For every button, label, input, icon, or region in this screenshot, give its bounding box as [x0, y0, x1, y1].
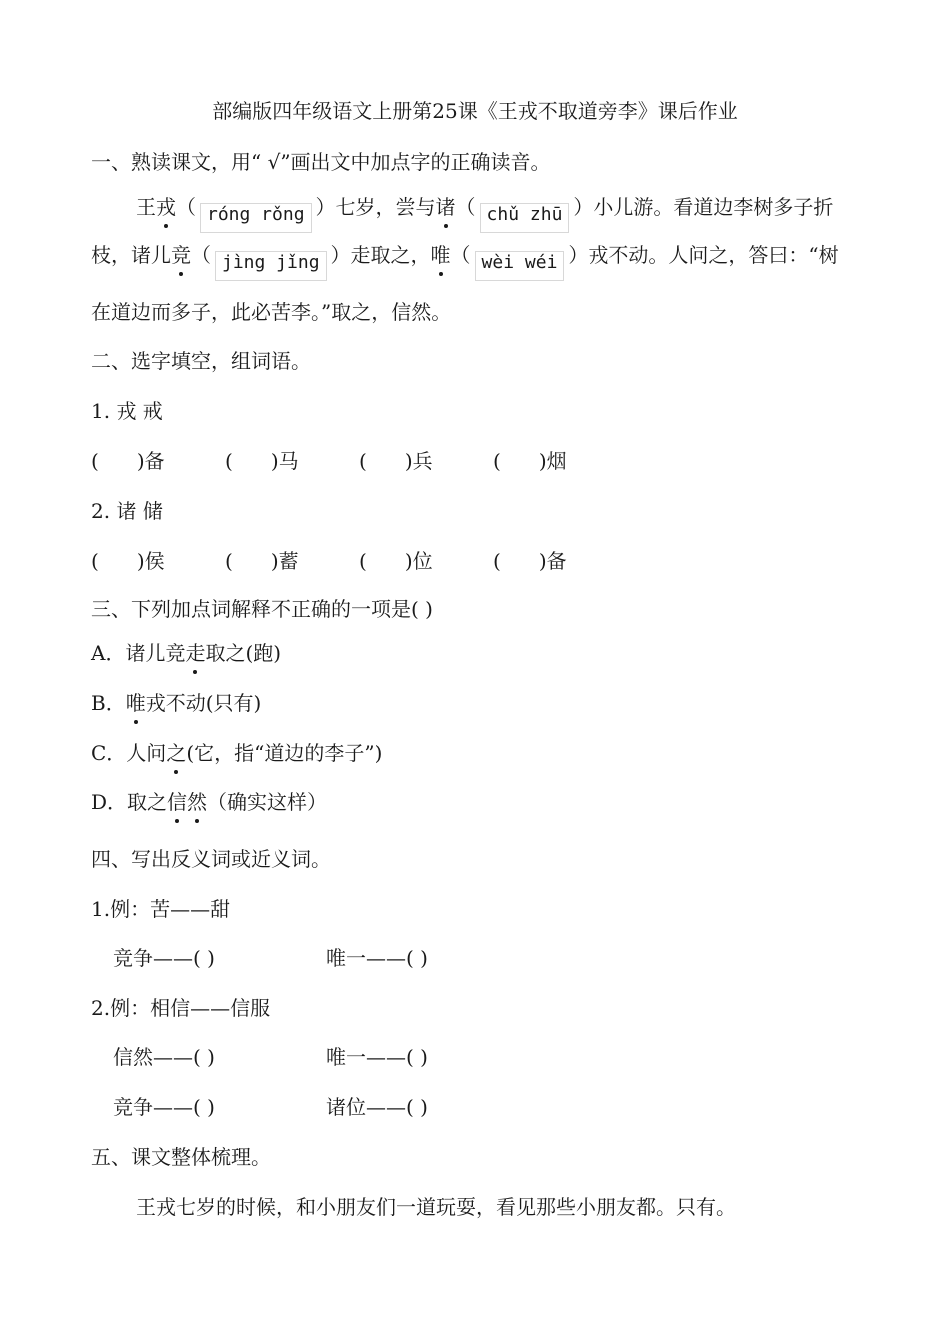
section1-heading: 一、熟读课文，用“ √”画出文中加点字的正确读音。 [91, 150, 551, 174]
dotted-char: 然 [187, 790, 208, 814]
passage-text: 小儿游。看道边李树多子折 [593, 195, 834, 219]
option-text: 取之(跑) [205, 641, 282, 665]
option-text: （确实这样） [207, 790, 328, 814]
section5-paragraph: 王戎七岁的时候，和小朋友们一道玩耍，看见那些小朋友都。只有。 [136, 1195, 736, 1219]
passage-line-1: 王戎（ róng rǒng ）七岁，尝与诸（ chǔ zhū ）小儿游。看道边李树多子折 [136, 197, 833, 233]
option-text: A．诸儿竞 [91, 641, 186, 665]
word-pair-1a: 竞争——( ) [113, 946, 215, 970]
word-pair-2d: 诸位——( ) [326, 1095, 428, 1119]
option-text: D．取之 [91, 790, 168, 814]
dotted-char: 诸 [435, 195, 456, 219]
example-1: 1.例：苦——甜 [91, 897, 231, 921]
option-text: C．人问 [91, 741, 167, 765]
dotted-char: 竞 [171, 243, 191, 267]
option-text: 戎不动(只有) [145, 691, 262, 715]
passage-text: 走取之， [350, 243, 431, 267]
pinyin-choice-box[interactable]: róng rǒng [200, 203, 312, 233]
group1-blanks: ( )备 ( )马 ( )兵 ( )烟 [91, 449, 567, 473]
dotted-char: 之 [166, 741, 187, 765]
fill-word: 备 [144, 449, 165, 473]
dotted-char: 走 [185, 641, 206, 665]
page-title: 部编版四年级语文上册第25课《王戎不取道旁李》课后作业 [212, 99, 738, 123]
fill-word: 马 [278, 449, 299, 473]
option-b [91, 693, 261, 713]
example-2: 2.例：相信——信服 [91, 996, 271, 1020]
section3-heading: 三、下列加点词解释不正确的一项是( ) [91, 597, 433, 621]
group1-label: 1. 戎 戒 [91, 399, 163, 423]
option-a [91, 643, 281, 663]
word-pair-2b: 唯一——( ) [326, 1045, 428, 1069]
option-d [91, 792, 327, 812]
section5-heading: 五、课文整体梳理。 [91, 1145, 271, 1169]
dotted-char: 戎 [156, 195, 176, 219]
passage-text: 王 [136, 195, 156, 219]
fill-word: 侯 [144, 549, 165, 573]
passage-line-2: 枝，诸儿竞（ jìng jǐng ）走取之，唯（ wèi wéi ）戎不动。人问之，答曰：“树 [91, 245, 839, 281]
pinyin-choice-box[interactable]: jìng jǐng [215, 251, 327, 281]
passage-text: 枝，诸儿 [91, 243, 171, 267]
section2-heading: 二、选字填空，组词语。 [91, 349, 311, 373]
word-pair-2c: 竞争——( ) [113, 1095, 215, 1119]
group2-blanks: ( )侯 ( )蓄 ( )位 ( )备 [91, 549, 567, 573]
word-pair-1b: 唯一——( ) [326, 946, 428, 970]
word-pair-2a: 信然——( ) [113, 1045, 215, 1069]
passage-text: 七岁，尝与 [335, 195, 436, 219]
pinyin-choice-box[interactable]: chǔ zhū [480, 203, 570, 233]
pinyin-choice-box[interactable]: wèi wéi [475, 251, 565, 281]
group2-label: 2. 诸 储 [91, 499, 163, 523]
dotted-char: 唯 [430, 243, 451, 267]
option-text: B． [91, 691, 126, 715]
section4-heading: 四、写出反义词或近义词。 [91, 847, 331, 871]
passage-line-3: 在道边而多子，此必苦李。”取之，信然。 [91, 300, 452, 324]
fill-word: 蓄 [278, 549, 299, 573]
fill-word: 烟 [546, 449, 567, 473]
fill-word: 备 [546, 549, 567, 573]
dotted-char: 信 [167, 790, 188, 814]
fill-word: 兵 [412, 449, 433, 473]
passage-text: 戎不动。人问之，答曰：“树 [588, 243, 839, 267]
fill-word: 位 [412, 549, 433, 573]
dotted-char: 唯 [125, 691, 146, 715]
option-text: (它，指“道边的李子”) [186, 741, 383, 765]
option-c [91, 743, 382, 763]
